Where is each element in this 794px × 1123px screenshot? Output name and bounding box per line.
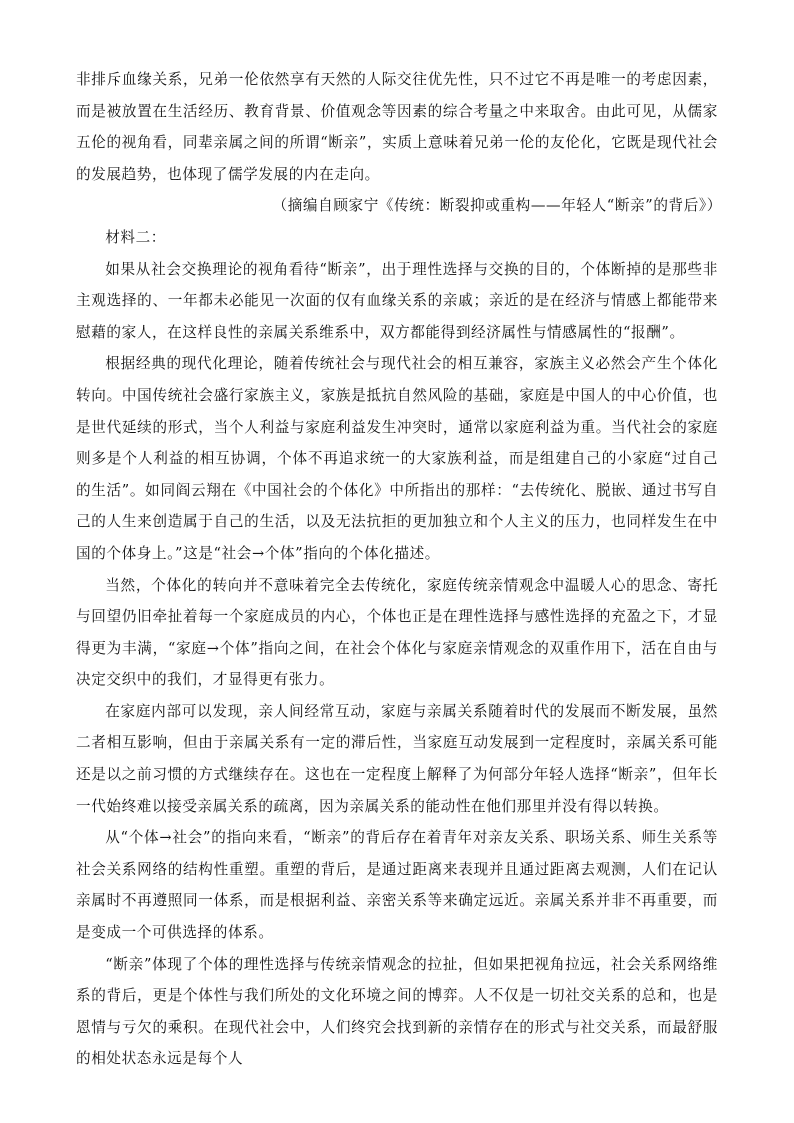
material2-paragraph: 根据经典的现代化理论，随着传统社会与现代社会的相互兼容，家族主义必然会产生个体化转向。中国传统社会盛行家族主义，家族是抵抗自然风险的基础，家庭是中国人的中心价值，也是世代延续的形式，当个人利益与家庭利益发生冲突时，通常以家庭利益为重。当代社会的家庭则多是个人利益的相互协调，个体不再追求统一的大家族利益，而是组建自己的小家庭“过自己的生活”。如同阎云翔在《中国社会的个体化》中所指出的那样：“去传统化、脱嵌、通过书写自己的人生来创造属于自己的生活，以及无法抗拒的更加独立和个人主义的压力，也同样发生在中国的个体身上。”这是“社会→个体”指向的个体化描述。 [76, 355, 718, 562]
article-body [76, 64, 722, 1075]
material2-heading: 材料二： [105, 228, 166, 246]
material1-source-citation: （摘编自顾家宁《传统：断裂抑或重构——年轻人“断亲”的背后》） [272, 197, 722, 215]
material2-paragraph: 从“个体→社会”的指向来看，“断亲”的背后存在着青年对亲友关系、职场关系、师生关系等社会关系网络的结构性重塑。重塑的背后，是通过距离来表现并且通过距离去观测，人们在记认亲属时不再遵照同一体系，而是根据利益、亲密关系等来确定远近。亲属关系并非不再重要，而是变成一个可供选择的体系。 [76, 829, 718, 942]
material2-paragraph: 如果从社会交换理论的视角看待“断亲”，出于理性选择与交换的目的，个体断掉的是那些非主观选择的、一年都未必能见一次面的仅有血缘关系的亲戚；亲近的是在经济与情感上都能带来慰藉的家人，在这样良性的亲属关系维系中，双方都能得到经济属性与情感属性的“报酬”。 [76, 260, 718, 341]
material1-closing-paragraph: 非排斥血缘关系，兄弟一伦依然享有天然的人际交往优先性，只不过它不再是唯一的考虑因素，而是被放置在生活经历、教育背景、价值观念等因素的综合考量之中来取舍。由此可见，从儒家五伦的视角看，同辈亲属之间的所谓“断亲”，实质上意味着兄弟一伦的友伦化，它既是现代社会的发展趋势，也体现了儒学发展的内在走向。 [76, 71, 718, 183]
material2-paragraph: “断亲”体现了个体的理性选择与传统亲情观念的拉扯，但如果把视角拉远，社会关系网络维系的背后，更是个体性与我们所处的文化环境之间的博弈。人不仅是一切社交关系的总和，也是恩情与亏欠的乘积。在现代社会中，人们终究会找到新的亲情存在的形式与社交关系，而最舒服的相处状态永远是每个人 [76, 955, 718, 1068]
material2-paragraph: 在家庭内部可以发现，亲人间经常互动，家庭与亲属关系随着时代的发展而不断发展，虽然二者相互影响，但由于亲属关系有一定的滞后性，当家庭互动发展到一定程度时，亲属关系可能还是以之前习惯的方式继续存在。这也在一定程度上解释了为何部分年轻人选择“断亲”，但年长一代始终难以接受亲属关系的疏离，因为亲属关系的能动性在他们那里并没有得以转换。 [76, 702, 718, 815]
material2-paragraph: 当然，个体化的转向并不意味着完全去传统化，家庭传统亲情观念中温暖人心的思念、寄托与回望仍旧牵扯着每一个家庭成员的内心，个体也正是在理性选择与感性选择的充盈之下，才显得更为丰满，“家庭→个体”指向之间，在社会个体化与家庭亲情观念的双重作用下，活在自由与决定交织中的我们，才显得更有张力。 [76, 576, 718, 689]
